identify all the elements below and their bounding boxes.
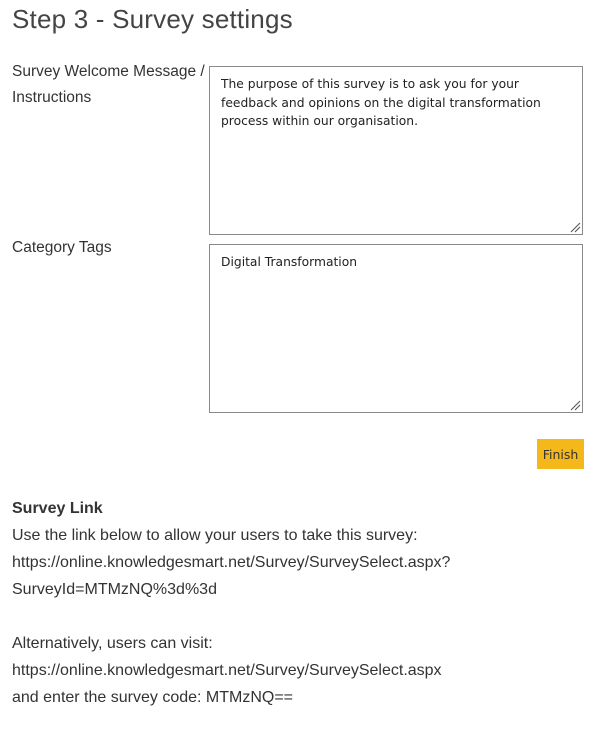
survey-url-line-2[interactable]: SurveyId=MTMzNQ%3d%3d [12, 581, 217, 598]
survey-code-text: and enter the survey code: MTMzNQ== [12, 689, 294, 706]
finish-button[interactable]: Finish [537, 439, 584, 469]
category-tags-label: Category Tags [12, 239, 112, 256]
spacer [12, 603, 597, 630]
alternative-intro: Alternatively, users can visit: [12, 635, 213, 652]
survey-link-heading: Survey Link [12, 500, 103, 517]
survey-url-line-1[interactable]: https://online.knowledgesmart.net/Survey/SurveySelect.aspx? [12, 554, 451, 571]
resize-grip-icon[interactable] [569, 220, 581, 232]
alternative-url[interactable]: https://online.knowledgesmart.net/Survey/SurveySelect.aspx [12, 662, 442, 679]
welcome-message-label: Survey Welcome Message / Instructions [12, 63, 205, 106]
survey-link-section [12, 495, 597, 711]
welcome-message-textarea[interactable] [209, 66, 583, 235]
category-tags-textarea[interactable] [209, 244, 583, 413]
survey-link-intro: Use the link below to allow your users to take this survey: [12, 527, 418, 544]
resize-grip-icon[interactable] [569, 398, 581, 410]
page-title: Step 3 - Survey settings [12, 4, 293, 34]
